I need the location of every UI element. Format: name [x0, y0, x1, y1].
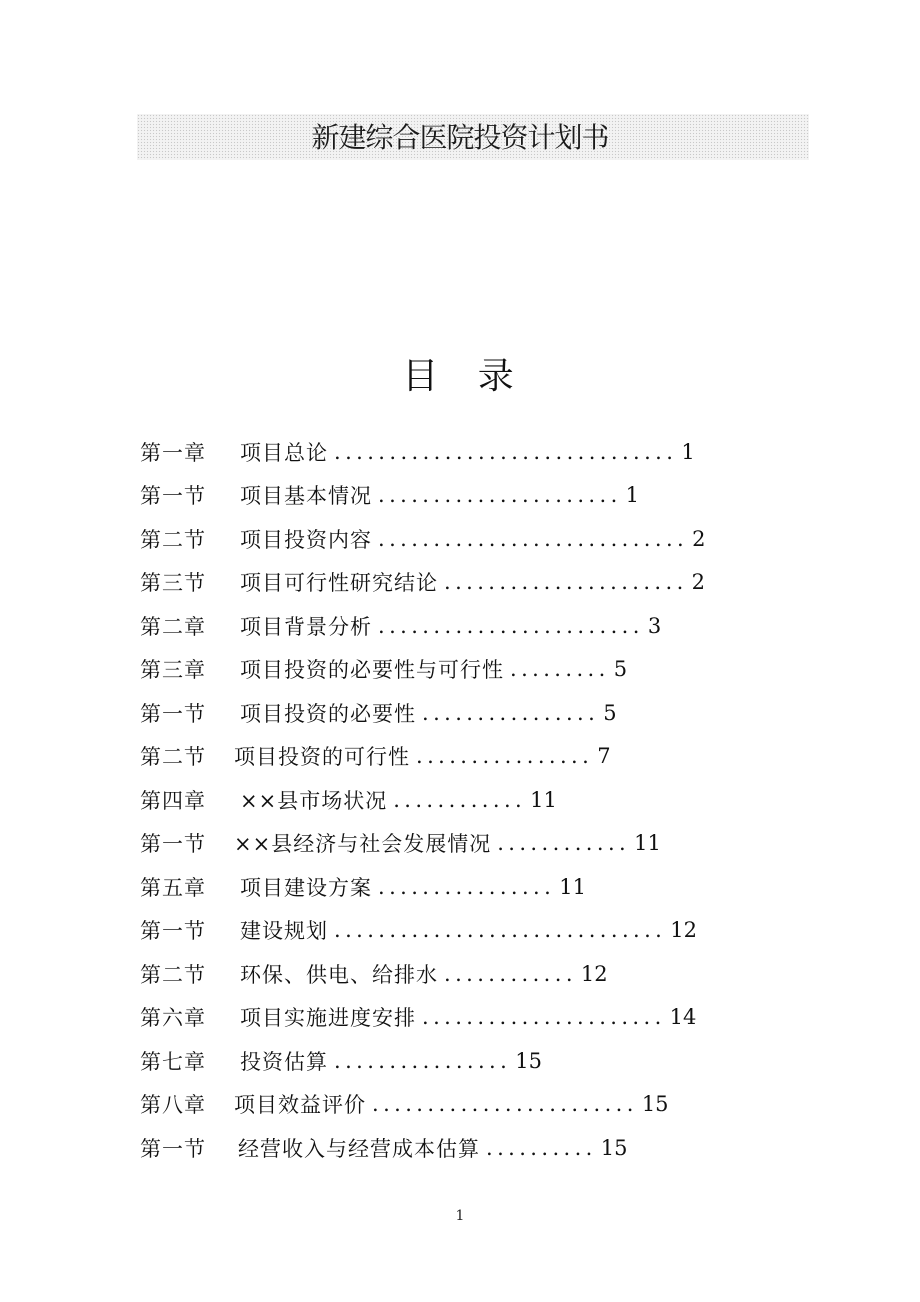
toc-entry-page-number: 11 — [530, 787, 557, 812]
toc-entry-page-number: 12 — [670, 918, 697, 943]
toc-entry[interactable] — [140, 735, 705, 779]
toc-heading: 目 录 — [402, 356, 528, 397]
toc-entry-label: 第一节 — [140, 701, 206, 726]
toc-entry-leader-dots: ............................ — [378, 526, 689, 551]
toc-entry-title: 建设规划 — [240, 919, 328, 944]
toc-entry-label: 第二节 — [140, 962, 206, 987]
toc-entry-page-number: 11 — [634, 831, 661, 856]
toc-entry-title: 项目投资的必要性 — [240, 701, 416, 726]
toc-entry-label: 第六章 — [140, 1006, 206, 1031]
toc-entry[interactable] — [140, 1126, 705, 1170]
toc-entry[interactable] — [140, 778, 705, 822]
toc-entry[interactable] — [140, 909, 705, 953]
toc-entry-label: 第四章 — [140, 788, 206, 813]
toc-entry-label: 第三节 — [140, 571, 206, 596]
toc-entry-label: 第二章 — [140, 614, 206, 639]
toc-entry-leader-dots: ................ — [334, 1048, 512, 1073]
toc-entry[interactable] — [140, 996, 705, 1040]
toc-entry-title: 项目效益评价 — [234, 1093, 366, 1118]
toc-entry-leader-dots: ............ — [444, 961, 577, 986]
toc-entry[interactable] — [140, 561, 705, 605]
toc-entry[interactable] — [140, 430, 705, 474]
toc-entry[interactable] — [140, 1039, 705, 1083]
toc-entry-leader-dots: ............................... — [334, 439, 678, 464]
toc-entry-title: 项目实施进度安排 — [240, 1006, 416, 1031]
toc-entry-page-number: 2 — [692, 526, 706, 551]
toc-entry-title: 项目投资的可行性 — [234, 745, 410, 770]
toc-entry-label: 第一节 — [140, 919, 206, 944]
toc-entry-title: 环保、供电、给排水 — [240, 962, 438, 987]
toc-entry-page-number: 3 — [647, 613, 662, 638]
toc-entry-label: 第一节 — [140, 484, 206, 509]
toc-entry-page-number: 2 — [691, 570, 706, 595]
toc-entry-page-number: 15 — [515, 1048, 542, 1073]
toc-entry-title: 项目建设方案 — [240, 875, 372, 900]
toc-entry-leader-dots: .............................. — [334, 918, 667, 943]
toc-entry-label: 第五章 — [140, 875, 206, 900]
toc-entry-page-number: 15 — [600, 1135, 628, 1160]
toc-entry-page-number: 12 — [580, 961, 608, 986]
toc-entry-label: 第二节 — [140, 527, 206, 552]
toc-entry[interactable] — [140, 1083, 705, 1127]
toc-entry-page-number: 1 — [681, 439, 695, 464]
toc-entry-label: 第八章 — [140, 1093, 206, 1118]
toc-entry-page-number: 14 — [669, 1005, 697, 1030]
toc-entry-leader-dots: ................ — [378, 874, 556, 899]
toc-entry-leader-dots: ......... — [510, 657, 610, 682]
toc-entry-page-number: 1 — [625, 483, 640, 508]
toc-entry-title: ××县市场状况 — [240, 788, 388, 813]
toc-entry-leader-dots: ........................ — [372, 1092, 638, 1117]
toc-entry-label: 第一节 — [140, 1136, 206, 1161]
toc-entry[interactable] — [140, 604, 705, 648]
toc-entry-leader-dots: ...................... — [422, 1005, 666, 1030]
toc-entry[interactable] — [140, 865, 705, 909]
toc-entry-title: 经营收入与经营成本估算 — [238, 1136, 480, 1161]
toc-entry[interactable] — [140, 952, 705, 996]
toc-entry[interactable] — [140, 648, 705, 692]
toc-entry[interactable] — [140, 474, 705, 518]
toc-entry[interactable] — [140, 517, 705, 561]
toc-entry-label: 第三章 — [140, 658, 206, 683]
toc-entry-leader-dots: ................ — [422, 700, 600, 725]
toc-entry-title: 项目总论 — [240, 440, 328, 465]
document-title: 新建综合医院投资计划书 — [311, 121, 609, 154]
toc-entry-leader-dots: ............ — [497, 831, 631, 856]
toc-entry-title: 项目投资的必要性与可行性 — [240, 658, 504, 683]
toc-entry-title: 项目投资内容 — [240, 527, 372, 552]
toc-entry-page-number: 15 — [641, 1092, 669, 1117]
toc-entry-page-number: 5 — [613, 657, 628, 682]
toc-entry-title: 项目基本情况 — [240, 484, 372, 509]
toc-entry-leader-dots: ...................... — [378, 483, 622, 508]
toc-entry-label: 第二节 — [140, 745, 206, 770]
toc-entry-page-number: 5 — [603, 700, 617, 725]
toc-entry-label: 第一节 — [140, 832, 206, 857]
toc-entry-leader-dots: ........................ — [378, 613, 644, 638]
table-of-contents — [140, 430, 705, 1170]
toc-entry[interactable] — [140, 691, 705, 735]
toc-entry-title: 项目背景分析 — [240, 614, 372, 639]
toc-entry[interactable] — [140, 822, 705, 866]
toc-entry-label: 第七章 — [140, 1049, 206, 1074]
toc-entry-page-number: 7 — [597, 744, 611, 769]
toc-entry-title: 投资估算 — [240, 1049, 328, 1074]
toc-entry-page-number: 11 — [559, 874, 586, 899]
toc-entry-leader-dots: ............ — [393, 787, 527, 812]
page-number: 1 — [455, 1208, 465, 1224]
toc-entry-leader-dots: ................ — [416, 744, 594, 769]
toc-entry-leader-dots: ...................... — [444, 570, 688, 595]
toc-entry-title: ××县经济与社会发展情况 — [234, 832, 492, 857]
toc-entry-title: 项目可行性研究结论 — [240, 571, 438, 596]
toc-entry-label: 第一章 — [140, 440, 206, 465]
toc-entry-leader-dots: .......... — [486, 1135, 597, 1160]
